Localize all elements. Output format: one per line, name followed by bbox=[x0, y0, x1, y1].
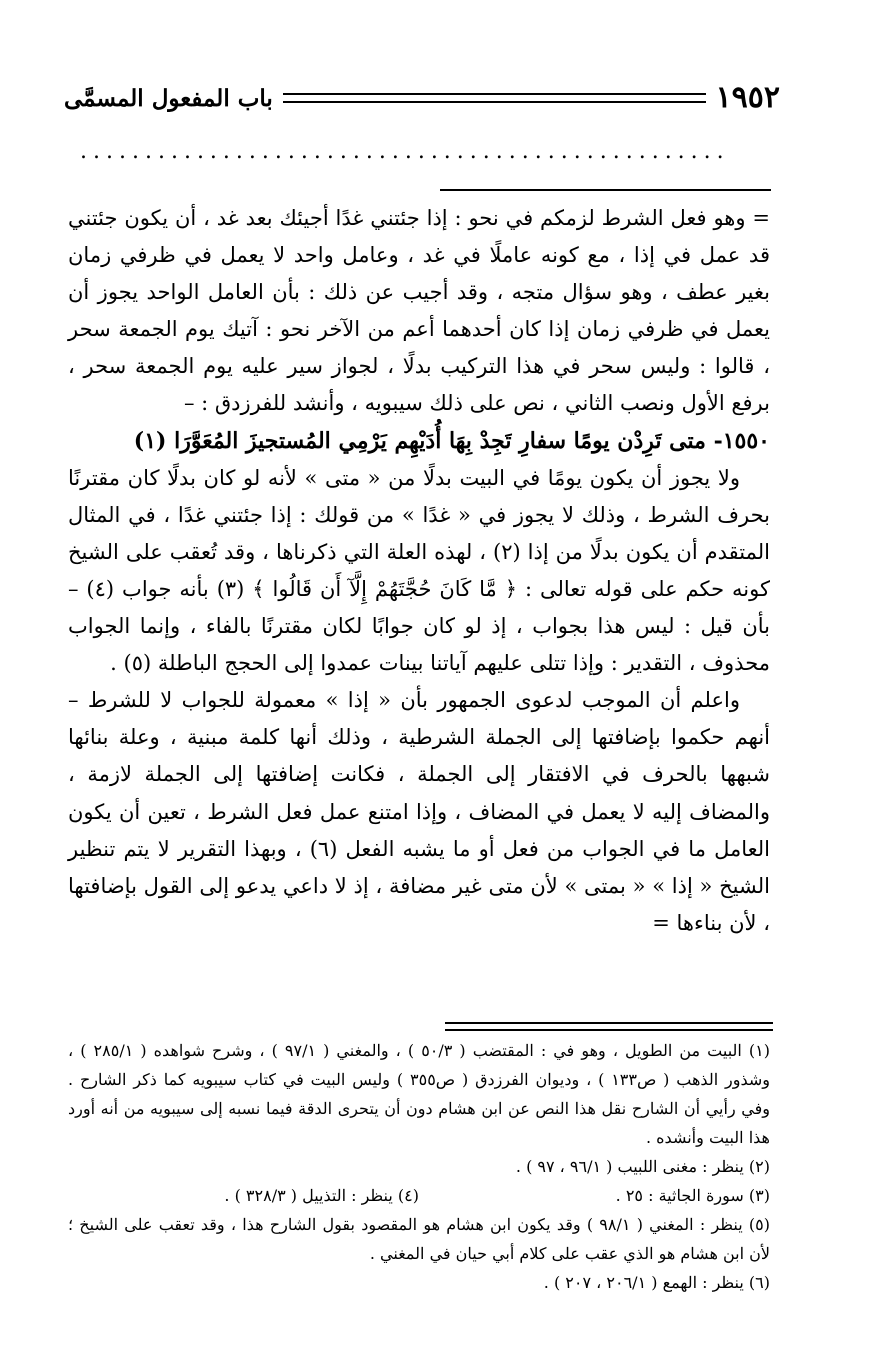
continuation-rule bbox=[440, 189, 771, 191]
header-double-rule bbox=[283, 93, 706, 103]
footnote-4: (٤) ينظر : التذييل ( ٣٢٨/٣ ) . bbox=[224, 1186, 419, 1205]
chapter-title: باب المفعول المسمَّى bbox=[64, 84, 273, 112]
page-number: ١٩٥٢ bbox=[715, 80, 780, 115]
footnote-1: (١) البيت من الطويل ، وهو في : المقتضب ( ٥٠/٣ ) ، والمغني ( ٩٧/١ ) ، وشرح شواهده ( ٢٨٥/١ ) ، وشذور الذهب ( ص١٣٣ ) ، وديوان الفرزدق ( ص٣٥٥ ) وليس البيت في كتاب سيبويه كما ذكر الشارح . وفي رأيي أن الشارح نقل هذا النص عن ابن هشام دون أن يتحرى الدقة فيما نسبه إلى سيبويه من أنه أورد هذا البيت وأنشده . bbox=[68, 1041, 771, 1147]
main-text bbox=[68, 200, 770, 942]
footnotes bbox=[68, 1036, 770, 1297]
paragraph: واعلم أن الموجب لدعوى الجمهور بأن « إذا » معمولة للجواب لا للشرط – أنهم حكموا بإضافتها إلى الجملة الشرطية ، وذلك أنها كلمة مبنية ، وعلة بنائها شبهها بالحرف في الافتقار إلى الجملة ، فكانت إضافتها إلى الجملة لازمة ، والمضاف إليه لا يعمل في المضاف ، وإذا امتنع عمل فعل الشرط ، تعين أن يكون العامل ما في الجواب من فعل أو ما يشبه الفعل (٦) ، وبهذا التقرير لا يتم تنظير الشيخ « إذا » « بمتى » لأن متى غير مضافة ، إذ لا داعي يدعو إلى القول بإضافتها ، لأن بناءها = bbox=[68, 688, 770, 935]
footnote-5: (٥) ينظر : المغني ( ٩٨/١ ) وقد يكون ابن هشام هو المقصود بقول الشارح هذا ، وقد تعقب على الشيخ ؛ لأن ابن هشام هو الذي عقب على كلام أبي حيان في المغني . bbox=[68, 1215, 770, 1263]
footnote-row bbox=[68, 1152, 770, 1181]
paragraph-continued: = وهو فعل الشرط لزمكم في نحو : إذا جئتني غدًا أجيئك بعد غد ، أن يكون جئتني قد عمل في إذا ، مع كونه عاملًا في غد ، وعامل واحد لا يعمل في ظرفي زمان بغير عطف ، وهو سؤال متجه ، وقد أجيب عن ذلك : بأن العامل الواحد يجوز أن يعمل في ظرفي زمان إذا كان أحدهما أعم من الآخر نحو : آتيك يوم الجمعة سحر ، قالوا : وليس سحر في هذا التركيب بدلًا ، لجواز سير عليه يوم الجمعة سحر ، برفع الأول ونصب الثاني ، نص على ذلك سيبويه ، وأنشد للفرزدق : – bbox=[68, 206, 770, 416]
footnote-row bbox=[68, 1181, 770, 1210]
footnote-2: (٢) ينظر : مغنى اللبيب ( ٩٦/١ ، ٩٧ ) . bbox=[515, 1157, 770, 1176]
paragraph: ولا يجوز أن يكون يومًا في البيت بدلًا من « متى » لأنه لو كان بدلًا كان مقترنًا بحرف الشرط ، وذلك لا يجوز في « غدًا » من قولك : إذا جئتني غدًا ، في المثال المتقدم أن يكون بدلًا من إذا (٢) ، لهذه العلة التي ذكرناها ، وقد تُعقب على الشيخ كونه حكم على قوله تعالى : ﴿ مَّا كَانَ حُجَّتَهُمْ إِلَّآ أَن قَالُوا ﴾ (٣) بأنه جواب (٤) – بأن قيل : ليس هذا بجواب ، إذ لو كان جوابًا لكان مقترنًا بالفاء ، وإنما الجواب محذوف ، التقدير : وإذا تتلى عليهم آياتنا بينات عمدوا إلى الحجج الباطلة (٥) . bbox=[68, 465, 770, 676]
running-header bbox=[64, 78, 780, 118]
poetry-verse: ١٥٥٠- متى تَرِدْن يومًا سفارِ تَجِدْ بِهَا أُدَيْهِم يَرْمِي المُستجيزَ المُعَوَّرَا (١) bbox=[133, 427, 770, 454]
footnote-rule bbox=[445, 1022, 773, 1031]
footnote-3: (٣) سورة الجاثية : ٢٥ . bbox=[615, 1186, 770, 1205]
footnote-6: (٦) ينظر : الهمع ( ٢٠٦/١ ، ٢٠٧ ) . bbox=[543, 1273, 770, 1292]
separator-dots: .................................................. bbox=[80, 140, 730, 164]
